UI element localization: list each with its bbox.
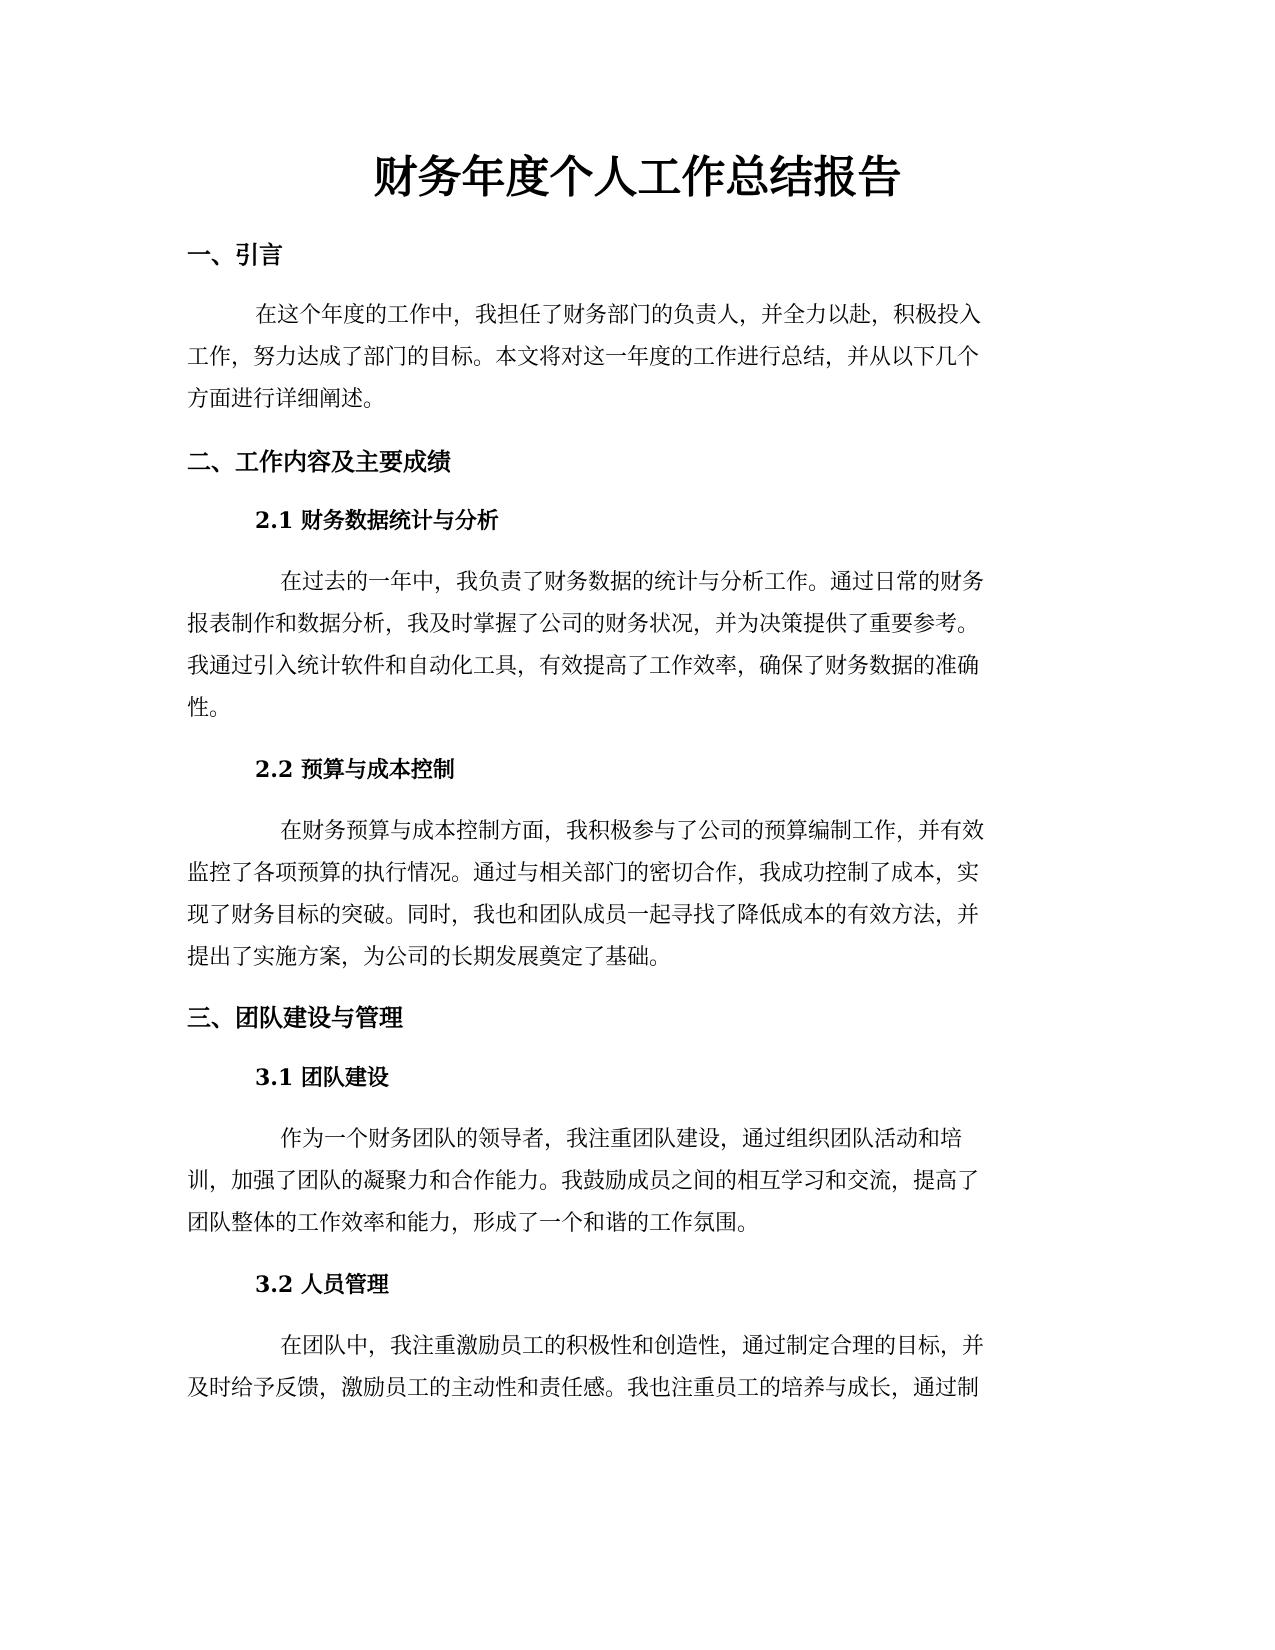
document-title: 财务年度个人工作总结报告: [373, 152, 902, 203]
paragraph-2-2: [187, 811, 1087, 979]
section-heading-team: 三、团队建设与管理: [187, 1004, 403, 1032]
paragraph-2-1: [187, 562, 1087, 730]
paragraph-line: 训，加强了团队的凝聚力和合作能力。我鼓励成员之间的相互学习和交流，提高了: [187, 1169, 980, 1194]
paragraph-line: 团队整体的工作效率和能力，形成了一个和谐的工作氛围。: [187, 1211, 760, 1236]
paragraph-3-2: [187, 1326, 1087, 1410]
subsection-heading-2-1: 2.1 财务数据统计与分析: [255, 508, 499, 534]
paragraph-3-1: [187, 1119, 1087, 1245]
subsection-heading-3-1: 3.1 团队建设: [255, 1065, 389, 1091]
paragraph-intro: [187, 295, 1087, 421]
subsection-heading-3-2: 3.2 人员管理: [255, 1272, 389, 1298]
subsection-heading-2-2: 2.2 预算与成本控制: [255, 757, 455, 783]
paragraph-line: 工作，努力达成了部门的目标。本文将对这一年度的工作进行总结，并从以下几个: [187, 345, 980, 370]
paragraph-line: 方面进行详细阐述。: [187, 387, 386, 412]
paragraph-line: 在这个年度的工作中，我担任了财务部门的负责人，并全力以赴，积极投入: [255, 303, 982, 328]
paragraph-line: 现了财务目标的突破。同时，我也和团队成员一起寻找了降低成本的有效方法，并: [187, 903, 980, 928]
section-heading-intro: 一、引言: [187, 241, 283, 269]
paragraph-line: 提出了实施方案，为公司的长期发展奠定了基础。: [187, 945, 672, 970]
paragraph-line: 我通过引入统计软件和自动化工具，有效提高了工作效率，确保了财务数据的准确: [187, 654, 980, 679]
paragraph-line: 监控了各项预算的执行情况。通过与相关部门的密切合作，我成功控制了成本，实: [187, 861, 980, 886]
paragraph-line: 性。: [187, 696, 232, 721]
paragraph-line: 在财务预算与成本控制方面，我积极参与了公司的预算编制工作，并有效: [280, 819, 985, 844]
paragraph-line: 在团队中，我注重激励员工的积极性和创造性，通过制定合理的目标，并: [280, 1334, 985, 1359]
paragraph-line: 及时给予反馈，激励员工的主动性和责任感。我也注重员工的培养与成长，通过制: [187, 1376, 980, 1401]
paragraph-line: 报表制作和数据分析，我及时掌握了公司的财务状况，并为决策提供了重要参考。: [187, 612, 980, 637]
section-heading-work-content: 二、工作内容及主要成绩: [187, 448, 451, 476]
paragraph-line: 作为一个财务团队的领导者，我注重团队建设，通过组织团队活动和培: [280, 1127, 963, 1152]
paragraph-line: 在过去的一年中，我负责了财务数据的统计与分析工作。通过日常的财务: [280, 570, 985, 595]
